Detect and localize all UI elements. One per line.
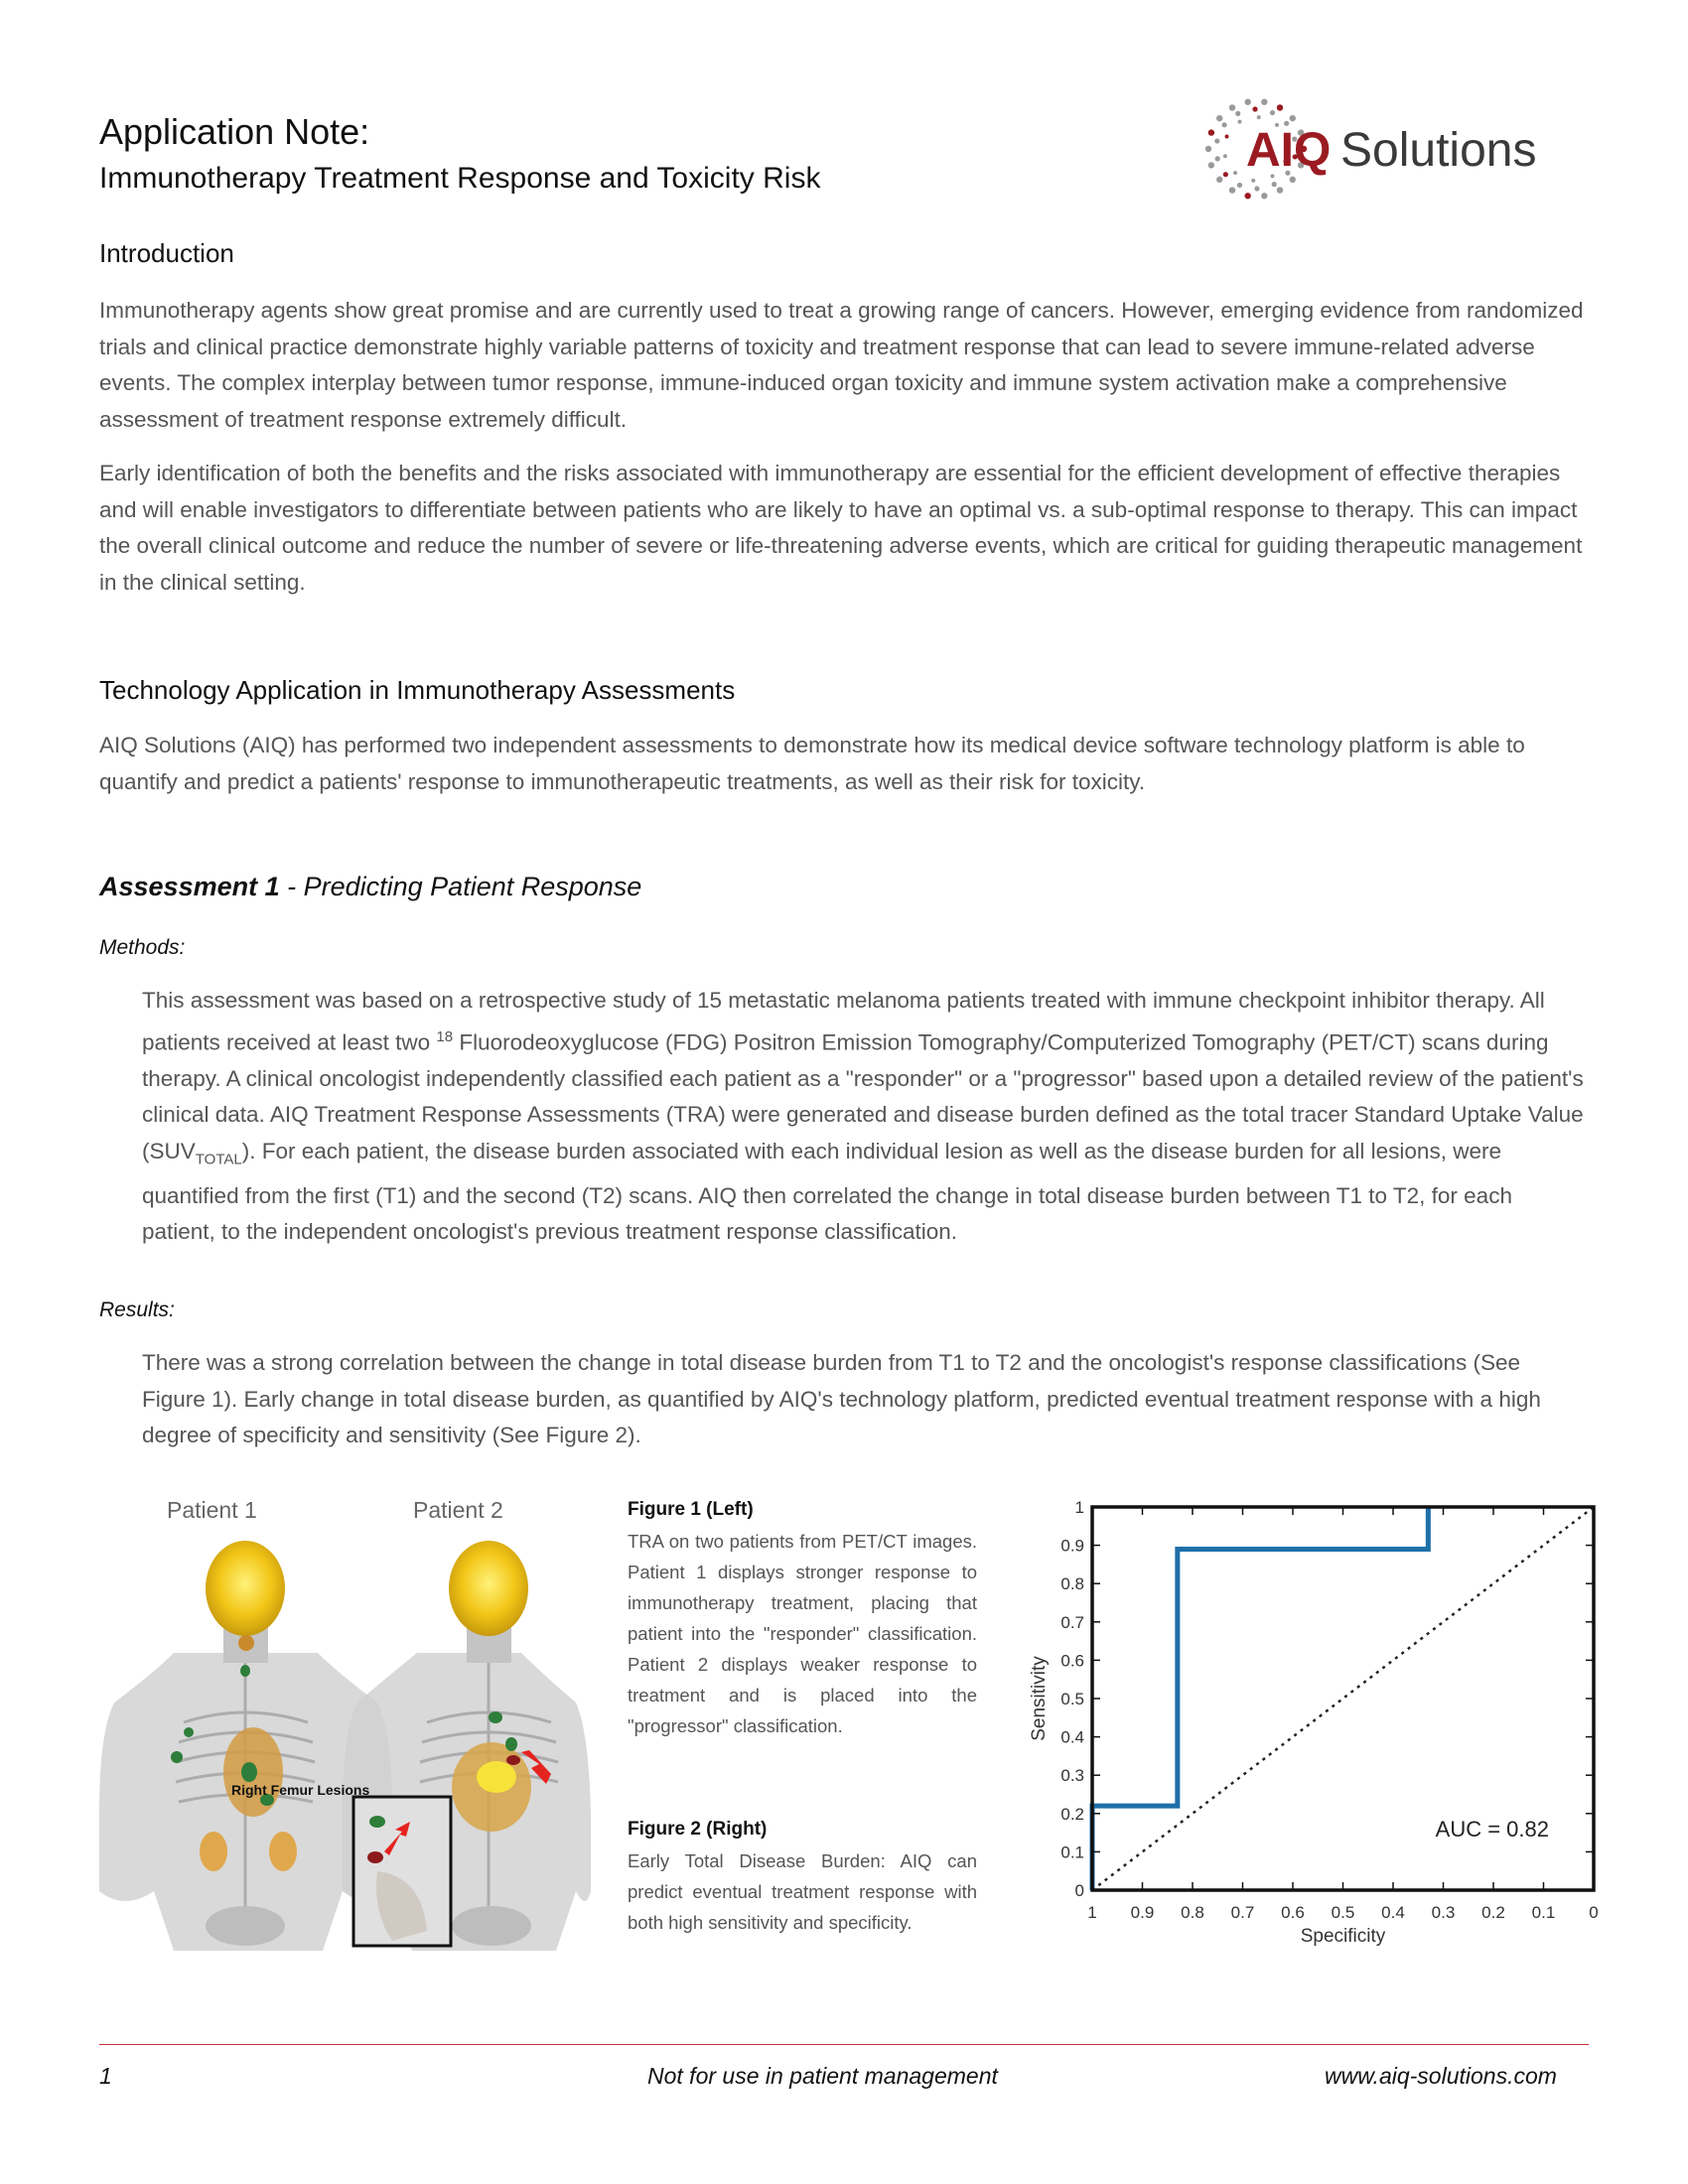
- methods-label: Methods:: [99, 936, 186, 959]
- y-tick-label: 1: [1074, 1498, 1084, 1517]
- auc-annotation: AUC = 0.82: [1435, 1816, 1549, 1842]
- patient-2-label: Patient 2: [413, 1497, 503, 1523]
- x-tick-label: 0.2: [1481, 1903, 1505, 1922]
- logo-dot: [1237, 183, 1242, 188]
- logo-dot: [1244, 193, 1250, 199]
- logo-dot: [1261, 193, 1267, 199]
- pet-ct-scan-images: [94, 1534, 591, 1951]
- assessment-number: Assessment 1: [99, 872, 280, 901]
- x-tick-label: 0.6: [1281, 1903, 1305, 1922]
- logo-dot: [1235, 111, 1240, 116]
- logo-dot: [1205, 146, 1211, 152]
- x-tick-label: 1: [1087, 1903, 1097, 1922]
- y-tick-label: 0.3: [1060, 1766, 1084, 1786]
- y-axis-label: Sensitivity: [1029, 1656, 1050, 1741]
- results-label: Results:: [99, 1298, 175, 1321]
- figure-1-caption: TRA on two patients from PET/CT images. Patient 1 displays stronger response to immunotherapy treatment, placing that patient into the "responder" classification. Patient 2 displays weaker response to treatment and is placed into the "progressor" classification.: [628, 1531, 977, 1736]
- logo-dot: [1244, 99, 1250, 105]
- y-tick-label: 0.9: [1060, 1536, 1084, 1556]
- assessment-subtitle: - Predicting Patient Response: [279, 872, 642, 901]
- y-tick-label: 0.4: [1060, 1727, 1084, 1747]
- y-tick-label: 0.5: [1060, 1690, 1084, 1708]
- logo-dot: [1233, 171, 1237, 175]
- logo-dot: [1214, 138, 1219, 143]
- methods-body: [142, 983, 1589, 1269]
- methods-paragraph: This assessment was based on a retrospective study of 15 metastatic melanoma patients treated with immune checkpoint inhibitor therapy. All patients received at least two $^{18}$ Fluorodeoxyglucose (FDG) Positron Emission Tomography/Computerized Tomography (PET/CT) scans during therapy. A clinical oncologist independently classified each patient as a "responder" or a "progressor" based upon a detailed review of the patient's clinical data. AIQ Treatment Response Assessments (TRA) were generated and disease burden defined as the total tracer Standard Uptake Value $(SUV_{TOTAL})$. For each patient, the disease burden associated with each individual lesion as well as the disease burden for all lesions, were quantified from the first (T1) and the second (T2) scans. AIQ then correlated the change in total disease burden between T1 to T2, for each patient, to the independent oncologist's previous treatment response classification.: [142, 988, 1584, 1244]
- figure-2-caption: Early Total Disease Burden: AIQ can predict eventual treatment response with both high sensitivity and specificity.: [628, 1850, 977, 1933]
- svg-text:Solutions: Solutions: [1340, 124, 1537, 177]
- section-heading-technology: Technology Application in Immunotherapy Assessments: [99, 675, 736, 705]
- results-body: [142, 1345, 1589, 1472]
- page-number: 1: [99, 2063, 112, 2089]
- logo-dot: [1223, 172, 1228, 177]
- patient-1-label: Patient 1: [167, 1497, 257, 1523]
- y-tick-label: 0.8: [1060, 1574, 1084, 1594]
- figure-1-caption-title: Figure 1 (Left): [628, 1499, 754, 1520]
- y-tick-label: 0.1: [1060, 1843, 1084, 1862]
- x-tick-label: 0.7: [1230, 1903, 1255, 1922]
- x-tick-label: 0.3: [1431, 1903, 1456, 1922]
- company-logo: [1201, 94, 1599, 204]
- page-title: Application Note:: [99, 111, 370, 152]
- logo-dot: [1270, 110, 1275, 115]
- logo-dot: [1261, 99, 1267, 105]
- x-tick-label: 0.8: [1181, 1903, 1204, 1922]
- logo-dot: [1257, 115, 1261, 119]
- footer-divider: [99, 2044, 1589, 2045]
- roc-chart-svg: [1013, 1489, 1609, 1956]
- introduction-body: [99, 293, 1589, 618]
- logo-dot: [1237, 120, 1241, 124]
- inset-label: Right Femur Lesions: [231, 1782, 370, 1798]
- x-tick-label: 0.1: [1531, 1903, 1556, 1922]
- technology-body: [99, 728, 1589, 818]
- logo-dot: [1272, 182, 1277, 187]
- roc-curve-line: [1092, 1507, 1428, 1890]
- logo-dot: [1225, 135, 1229, 139]
- intro-paragraph-1: Immunotherapy agents show great promise and are currently used to treat a growing range of cancers. However, emerging evidence from randomized trials and clinical practice demonstrate highly variable patterns of toxicity and treatment response that can lead to severe immune-related adverse events. The complex interplay between tumor response, immune-induced organ toxicity and immune system activation make a comprehensive assessment of treatment response extremely difficult.: [99, 298, 1584, 432]
- logo-dot: [1216, 177, 1222, 183]
- logo-dot: [1290, 177, 1296, 183]
- results-paragraph: There was a strong correlation between the change in total disease burden from T1 to T2 and the oncologist's response classifications (See Figure 1). Early change in total disease burden, as quantified by AIQ's technology platform, predicted eventual treatment response with a high degree of specificity and sensitivity (See Figure 2).: [142, 1350, 1541, 1447]
- figure-2-caption-title: Figure 2 (Right): [628, 1819, 768, 1840]
- roc-chart: [1013, 1489, 1609, 1956]
- footer-url[interactable]: www.aiq-solutions.com: [1325, 2063, 1557, 2089]
- tech-paragraph-1: AIQ Solutions (AIQ) has performed two independent assessments to demonstrate how its medical device software technology platform is able to quantify and predict a patients' response to immunotherapeutic treatments, as well as their risk for toxicity.: [99, 733, 1525, 794]
- logo-dot: [1252, 106, 1257, 111]
- logo-dots-icon: [1201, 94, 1599, 204]
- section-heading-introduction: Introduction: [99, 238, 234, 268]
- logo-dot: [1229, 187, 1235, 193]
- x-tick-label: 0.9: [1130, 1903, 1155, 1922]
- logo-dot: [1223, 154, 1227, 158]
- y-tick-label: 0.2: [1060, 1804, 1084, 1824]
- logo-dot: [1290, 115, 1296, 121]
- logo-dot: [1222, 122, 1227, 127]
- page-subtitle: Immunotherapy Treatment Response and Toxicity Risk: [99, 162, 821, 195]
- footer-notice: Not for use in patient management: [647, 2063, 998, 2089]
- logo-dot: [1277, 187, 1283, 193]
- logo-dot: [1208, 162, 1214, 168]
- x-axis-label: Specificity: [1300, 1926, 1386, 1947]
- logo-dot: [1251, 179, 1255, 183]
- y-tick-label: 0.7: [1060, 1612, 1084, 1632]
- logo-dot: [1277, 104, 1283, 110]
- logo-dot: [1254, 186, 1259, 191]
- y-tick-label: 0.6: [1060, 1651, 1084, 1671]
- intro-paragraph-2: Early identification of both the benefits and the risks associated with immunotherapy are essential for the efficient development of effective therapies and will enable investigators to differentiate between patients who are likely to have an optimal vs. a sub-optimal response to therapy. This can impact the overall clinical outcome and reduce the number of severe or life-threatening adverse events, which are critical for guiding therapeutic management in the clinical setting.: [99, 461, 1583, 595]
- logo-dot: [1215, 156, 1220, 161]
- assessment-title: [99, 872, 641, 902]
- logo-dot: [1208, 129, 1214, 135]
- svg-text:AIQ: AIQ: [1246, 124, 1332, 177]
- x-tick-label: 0: [1589, 1903, 1599, 1922]
- logo-dot: [1216, 115, 1222, 121]
- x-tick-label: 0.4: [1381, 1903, 1405, 1922]
- logo-dot: [1229, 104, 1235, 110]
- y-tick-label: 0: [1074, 1881, 1084, 1900]
- x-tick-label: 0.5: [1331, 1903, 1355, 1922]
